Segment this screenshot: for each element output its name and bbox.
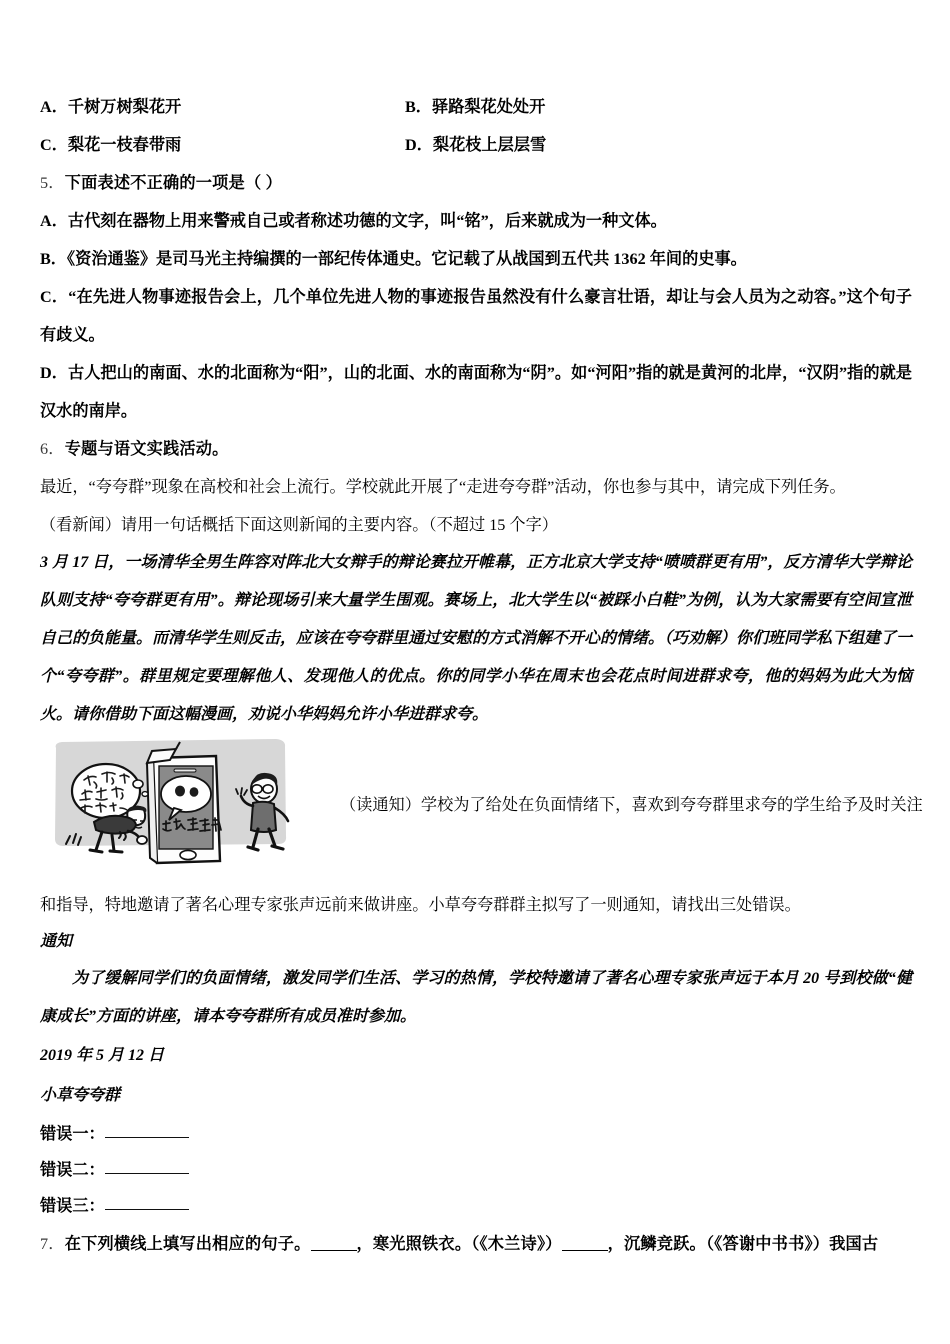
question5-option-c-label: C．: [40, 288, 69, 306]
error-blank-row-3: [40, 1188, 912, 1224]
question6-task2-prompt-line1: （读通知）学校为了给处在负面情绪下，喜欢到夸夸群里求夸的学生给予及时关注: [340, 796, 923, 814]
notice-signature: 小草夸夸群: [40, 1087, 121, 1104]
question5-option-b-label: B．: [40, 250, 67, 268]
question5-option-a[interactable]: [40, 202, 912, 240]
notice-body: 为了缓解同学们的负面情绪，激发同学们生活、学习的热情，学校特邀请了著名心理专家张声远于本月 20 号到校做“健康成长”方面的讲座，请本夸夸群所有成员准时参加。: [40, 970, 912, 1025]
bubble-eye-left: [175, 786, 185, 797]
question7-text-b: ，寒光照铁衣。（《木兰诗》）: [356, 1235, 562, 1253]
cartoon-section: [40, 734, 923, 886]
error-blank-3-input[interactable]: [105, 1209, 189, 1210]
phone-earpiece: [174, 769, 196, 772]
question7-text-c: ，沉鳞竞跃。（《答谢中书书》）我国古: [607, 1235, 879, 1253]
error-blank-1-input[interactable]: [105, 1137, 189, 1138]
question4-option-d[interactable]: [405, 126, 546, 164]
error-blank-row-1: [40, 1116, 912, 1152]
question4-option-row-cd: [40, 126, 912, 164]
page-content-column: [40, 0, 923, 1264]
option-c-text: 梨花一枝春带雨: [67, 136, 182, 154]
question6-task1-prompt: （看新闻）请用一句话概括下面这则新闻的主要内容。（不超过 15 个字）: [40, 516, 558, 534]
question5-option-b[interactable]: [40, 240, 912, 278]
question6-intro: 最近，“夸夸群”现象在高校和社会上流行。学校就此开展了“走进夸夸群”活动，你也参与其中，请完成下列任务。: [40, 478, 846, 496]
option-c-label: C．: [40, 136, 68, 154]
question7-number: 7．: [40, 1235, 65, 1253]
option-a-text: 千树万树梨花开: [67, 98, 182, 116]
question7-blank-2[interactable]: [562, 1250, 608, 1251]
error-blank-3-label: 错误三：: [40, 1197, 105, 1215]
question6-task2-prompt-line2: 和指导，特地邀请了著名心理专家张声远前来做讲座。小草夸夸群群主拟写了一则通知，请找出三处错误。: [40, 896, 801, 914]
question7-text-a: 在下列横线上填写出相应的句子。: [64, 1235, 311, 1253]
notice-date: 2019 年 5 月 12 日: [40, 1047, 165, 1064]
phone-speech-bubble: [161, 776, 211, 812]
question5-option-d-text: 古人把山的南面、水的北面称为“阳”，山的北面、水的南面称为“阴”。如“河阳”指的就是黄河的北岸，“汉阴”指的就是汉水的南岸。: [40, 364, 912, 420]
question6-number: 6．: [40, 440, 65, 458]
thought-bubble-dot-small: [142, 792, 148, 797]
option-d-text: 梨花枝上层层雪: [432, 136, 547, 154]
left-figure-feet: [90, 850, 122, 852]
question7-blank-1[interactable]: [311, 1250, 357, 1251]
option-b-label: B．: [405, 98, 432, 116]
error-blank-2-input[interactable]: [105, 1173, 189, 1174]
question4-option-a[interactable]: [40, 88, 405, 126]
option-b-text: 驿路梨花处处开: [431, 98, 546, 116]
question5-stem: 下面表述不正确的一项是（ ）: [64, 174, 282, 192]
question7-row: [40, 1224, 912, 1264]
right-figure-torso: [251, 802, 276, 832]
phone-home-button: [180, 850, 196, 859]
question5-option-d-label: D．: [40, 364, 68, 382]
error-blank-2-label: 错误二：: [40, 1161, 105, 1179]
question4-option-row-ab: [40, 88, 912, 126]
question5-number: 5．: [40, 174, 65, 192]
error-blank-1-label: 错误一：: [40, 1125, 105, 1143]
question5-option-c[interactable]: [40, 278, 912, 354]
kuakuaqun-cartoon-illustration: [50, 736, 318, 866]
question5-option-b-text: 《资治通鉴》是司马光主持编撰的一部纪传体通史。它记载了从战国到五代共 1362 年间的史事。: [66, 250, 747, 268]
question4-option-c[interactable]: [40, 126, 405, 164]
bubble-eye-right: [190, 787, 199, 797]
question5-option-a-text: 古代刻在器物上用来警戒自己或者称述功德的文字，叫“铭”，后来就成为一种文体。: [67, 212, 667, 230]
question6-news-passage: 3 月 17 日，一场清华全男生阵容对阵北大女辩手的辩论赛拉开帷幕，正方北京大学支持“喷喷群更有用”，反方清华大学辩论队则支持“夸夸群更有用”。辩论现场引来大量学生围观。赛场上，北大学生以“被踩小白鞋”为例，认为大家需要有空间宣泄自己的负能量。而清华学生则反击，应该在夸夸群里通过安慰的方式消解不开心的情绪。（巧劝解）你们班同学私下组建了一个“夸夸群”。群里规定要理解他人、发现他人的优点。你的同学小华在周末也会花点时间进群求夸，他的妈妈为此大为恼火。请你借助下面这幅漫画，劝说小华妈妈允许小华进群求夸。: [40, 554, 913, 723]
left-figure-hand: [137, 836, 147, 844]
question5-option-d[interactable]: [40, 354, 912, 430]
error-blank-row-2: [40, 1152, 912, 1188]
question6-stem-row: [40, 430, 912, 468]
notice-title: 通知: [40, 933, 73, 950]
question5-option-c-text: “在先进人物事迹报告会上，几个单位先进人物的事迹报告虽然没有什么豪言壮语，却让与会人员为之动容。”这个句子有歧义。: [40, 288, 912, 344]
option-a-label: A．: [40, 98, 68, 116]
question5-option-a-label: A．: [40, 212, 68, 230]
question4-option-b[interactable]: [405, 88, 545, 126]
option-d-label: D．: [405, 136, 433, 154]
question6-stem: 专题与语文实践活动。: [64, 440, 229, 458]
question5-stem-row: [40, 164, 912, 202]
thought-bubble-dot-large: [133, 780, 143, 788]
